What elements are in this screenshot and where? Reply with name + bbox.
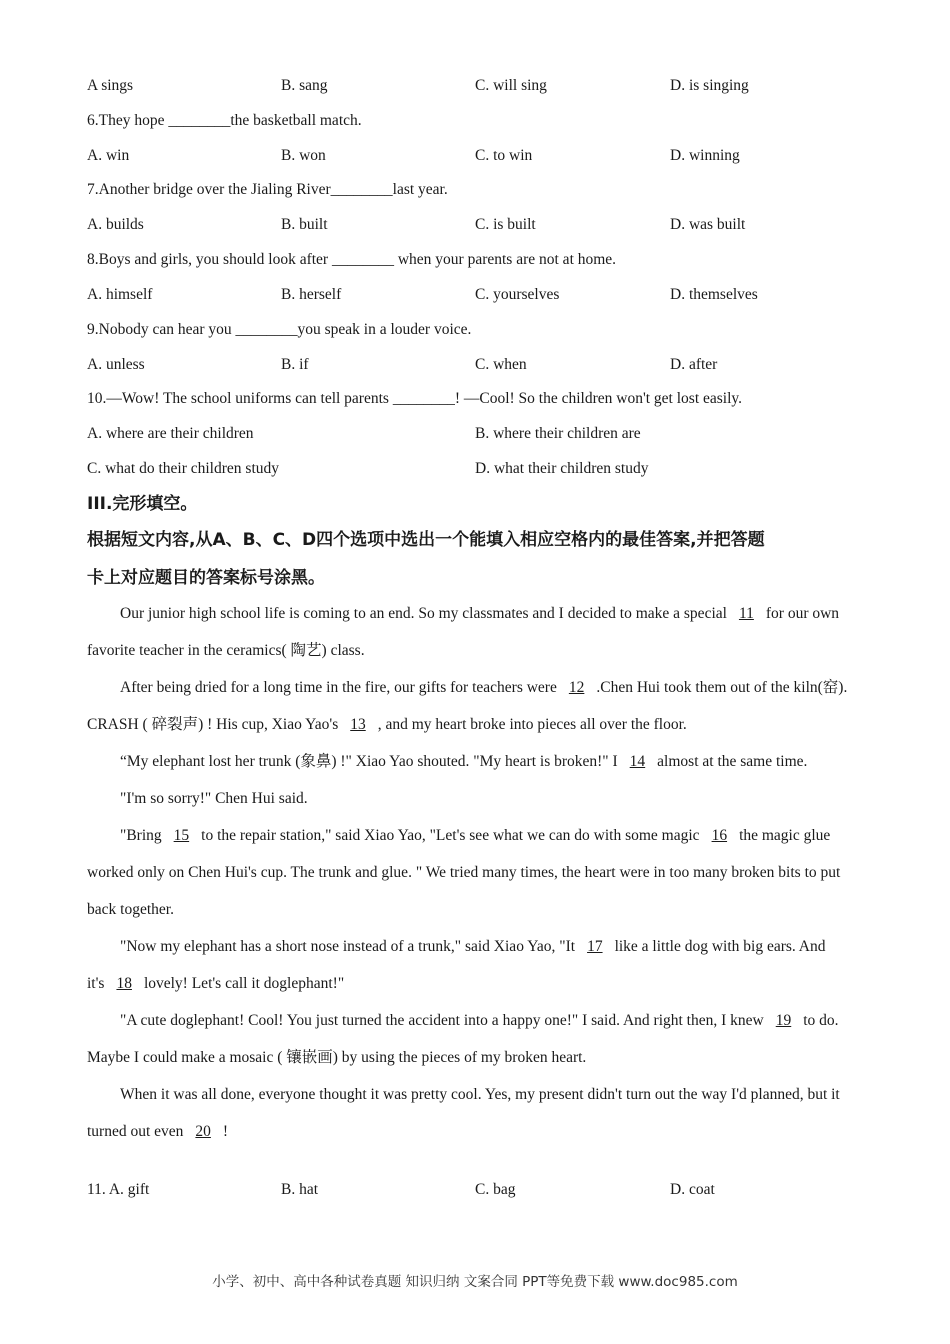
q6-options [87, 146, 887, 166]
cloze-passage [87, 595, 863, 1150]
option-c: C. is built [475, 216, 536, 233]
option-c: C. yourselves [475, 286, 560, 303]
blank-18: 18 [116, 975, 132, 992]
blank-20: 20 [195, 1123, 211, 1140]
blank-11: 11 [738, 605, 754, 622]
blank-15: 15 [173, 827, 190, 844]
option-b: B. built [281, 216, 328, 233]
section-instruction-1: 根据短文内容,从A、B、C、D四个选项中选出一个能填入相应空格内的最佳答案,并把答题 [87, 530, 765, 550]
q8-options [87, 285, 887, 305]
option-d: D. was built [670, 216, 746, 233]
q5-options [87, 76, 887, 96]
passage-paragraph-1: Our junior high school life is coming to an end. So my classmates and I decided to make a special 11 for our own favorite teacher in the ceramics( 陶艺) class. [87, 605, 840, 659]
option-b: B. hat [281, 1181, 319, 1198]
option-d: D. winning [670, 147, 740, 164]
option-a: A. builds [87, 216, 144, 233]
blank-19: 19 [775, 1012, 792, 1029]
blank-12: 12 [568, 679, 585, 696]
q11-options [87, 1180, 887, 1200]
option-b: B. sang [281, 77, 328, 94]
section-instruction-2: 卡上对应题目的答案标号涂黑。 [87, 568, 325, 588]
passage-paragraph-5: "Bring 15 to the repair station," said Xiao Yao, "Let's see what we can do with some magic 16 the magic glue worked only on Chen Hui's cup. The trunk and glue. " We tried many times, the heart were in too many broken bits to put back together. [87, 827, 841, 918]
q10-options-row1 [87, 424, 887, 444]
passage-paragraph-4: "I'm so sorry!" Chen Hui said. [120, 790, 308, 807]
passage-paragraph-2: After being dried for a long time in the fire, our gifts for teachers were 12 .Chen Hui took them out of the kiln(窑). CRASH ( 碎裂声) ! His cup, Xiao Yao's 13 , and my heart broke into pieces all over the floor. [87, 679, 848, 733]
option-c: C. when [475, 356, 527, 373]
option-a: A. unless [87, 356, 145, 373]
option-a: A. where are their children [87, 425, 254, 442]
option-b: B. herself [281, 286, 342, 303]
passage-paragraph-3: “My elephant lost her trunk (象鼻) !" Xiao Yao shouted. "My heart is broken!" I 14 almost at the same time. [120, 753, 808, 770]
section-heading: III.完形填空。 [87, 494, 198, 514]
option-c: C. will sing [475, 77, 547, 94]
option-c: C. to win [475, 147, 533, 164]
blank-13: 13 [350, 716, 366, 733]
option-b: B. if [281, 356, 309, 373]
q10-options-row2 [87, 459, 887, 479]
page-footer: 小学、初中、高中各种试卷真题 知识归纳 文案合同 PPT等免费下载 www.doc985.com [212, 1274, 738, 1290]
option-d: D. themselves [670, 286, 758, 303]
option-c: C. bag [475, 1181, 516, 1198]
option-d: D. coat [670, 1181, 715, 1198]
q9-stem: 9.Nobody can hear you ________you speak in a louder voice. [87, 321, 472, 338]
blank-17: 17 [587, 938, 603, 955]
option-b: B. where their children are [475, 425, 641, 442]
passage-paragraph-7: "A cute doglephant! Cool! You just turned the accident into a happy one!" I said. And right then, I knew 19 to do. Maybe I could make a mosaic ( 镶嵌画) by using the pieces of my broken heart. [87, 1012, 839, 1066]
q8-stem: 8.Boys and girls, you should look after ________ when your parents are not at home. [87, 251, 617, 268]
q7-stem: 7.Another bridge over the Jialing River________last year. [87, 181, 448, 198]
option-c: C. what do their children study [87, 460, 279, 477]
option-d: D. after [670, 356, 718, 373]
q10-stem: 10.—Wow! The school uniforms can tell parents ________! —Cool! So the children won't get lost easily. [87, 390, 743, 407]
option-a: 11. A. gift [87, 1181, 150, 1198]
option-d: D. is singing [670, 77, 749, 94]
q7-options [87, 215, 887, 235]
q9-options [87, 355, 887, 375]
blank-16: 16 [711, 827, 728, 844]
option-a: A. himself [87, 286, 153, 303]
q6-stem: 6.They hope ________the basketball match. [87, 112, 362, 129]
option-a: A. win [87, 147, 130, 164]
blank-14: 14 [629, 753, 646, 770]
option-b: B. won [281, 147, 326, 164]
passage-paragraph-8: When it was all done, everyone thought it was pretty cool. Yes, my present didn't turn out the way I'd planned, but it turned out even 20 ! [87, 1086, 840, 1140]
option-d: D. what their children study [475, 460, 649, 477]
option-a: A sings [87, 77, 134, 94]
passage-paragraph-6: "Now my elephant has a short nose instead of a trunk," said Xiao Yao, "It 17 like a little dog with big ears. And it's 18 lovely! Let's call it doglephant!" [87, 938, 826, 992]
